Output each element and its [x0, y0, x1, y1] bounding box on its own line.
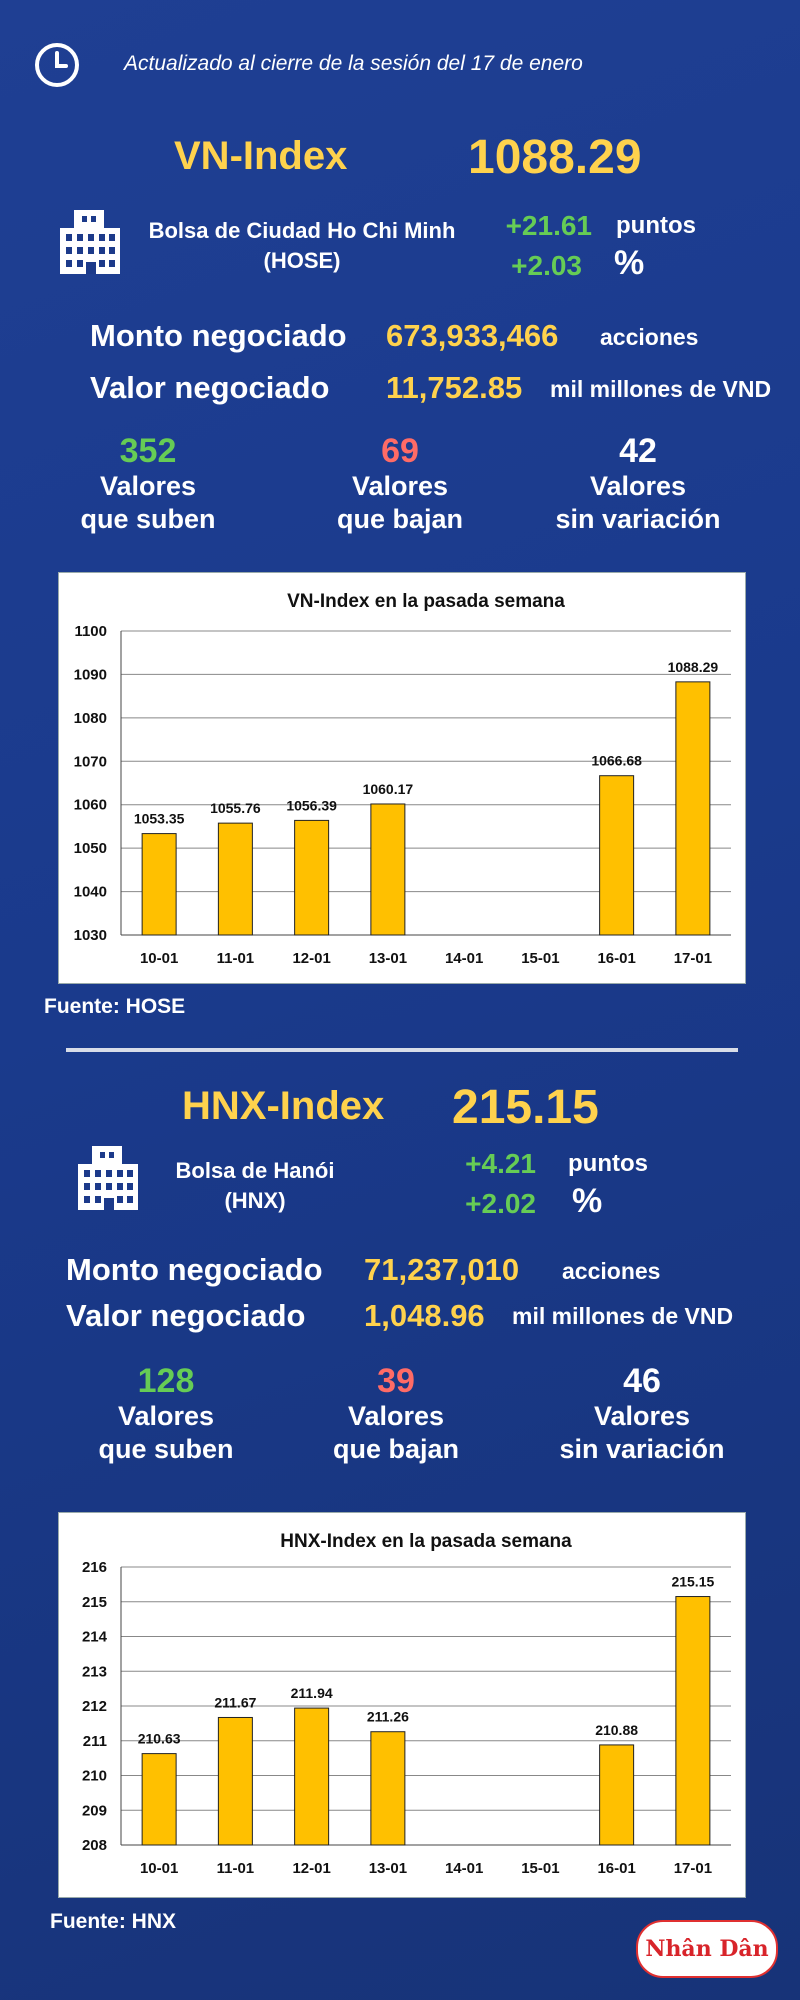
- building-icon: [58, 206, 122, 279]
- bar: [218, 823, 252, 935]
- vn-down-label1: Valores: [351, 471, 449, 501]
- vn-flat-stat: [528, 432, 748, 536]
- hnx-change-points: +4.21: [465, 1148, 536, 1179]
- bar: [295, 1708, 329, 1845]
- hnx-up-count: 128: [137, 1362, 195, 1400]
- bar: [142, 834, 176, 935]
- data-label: 1060.17: [362, 780, 414, 797]
- hnx-flat-label2: sin variación: [559, 1434, 725, 1464]
- x-tick-label: 11-01: [216, 1860, 255, 1877]
- vn-index-value: 1088.29: [468, 131, 642, 184]
- x-tick-label: 17-01: [673, 950, 713, 967]
- y-tick-label: 1070: [73, 753, 107, 771]
- y-tick-label: 1050: [73, 840, 107, 858]
- bar: [600, 1745, 634, 1845]
- vn-valor-unit: mil millones de VND: [550, 376, 772, 402]
- bar: [676, 682, 710, 935]
- vn-up-count: 352: [119, 432, 177, 470]
- chart-title: HNX-Index en la pasada semana: [280, 1531, 572, 1552]
- hnx-exchange-name: Bolsa de Hanói: [175, 1158, 335, 1183]
- hnx-exchange: [150, 1156, 360, 1216]
- y-tick-label: 1030: [73, 927, 107, 944]
- x-tick-label: 13-01: [368, 1860, 408, 1877]
- bar: [600, 776, 634, 935]
- vn-flat-label2: sin variación: [555, 504, 721, 534]
- data-label: 210.88: [595, 1721, 639, 1738]
- vn-exchange-code: (HOSE): [263, 248, 341, 273]
- vn-up-stat: [38, 432, 258, 536]
- bar: [295, 820, 329, 935]
- hnx-flat-label1: Valores: [593, 1401, 691, 1431]
- hnx-index-value: 215.15: [452, 1081, 599, 1134]
- x-tick-label: 15-01: [521, 950, 560, 967]
- hnx-pct-unit: %: [572, 1182, 603, 1220]
- hnx-volume-label: Monto negociado: [66, 1252, 323, 1287]
- vn-up-label1: Valores: [99, 471, 197, 501]
- hnx-volume-unit: acciones: [562, 1258, 661, 1284]
- bar: [676, 1597, 710, 1845]
- hnx-points-unit: puntos: [568, 1150, 648, 1177]
- building-icon: [76, 1142, 140, 1215]
- data-label: 210.63: [137, 1730, 181, 1747]
- hnx-exchange-code: (HNX): [224, 1188, 286, 1213]
- x-tick-label: 10-01: [139, 950, 179, 967]
- bar: [371, 1732, 405, 1845]
- hnx-up-stat: [56, 1362, 276, 1466]
- hnx-up-label1: Valores: [117, 1401, 215, 1431]
- vn-flat-label1: Valores: [589, 471, 687, 501]
- hnx-volume-value: 71,237,010: [364, 1252, 520, 1287]
- vn-source: Fuente: HOSE: [44, 995, 186, 1018]
- clock-icon: [34, 42, 80, 88]
- data-label: 1088.29: [667, 658, 719, 675]
- vn-index-name: VN-Index: [174, 134, 348, 178]
- hnx-down-stat: [286, 1362, 506, 1466]
- y-tick-label: 216: [81, 1559, 107, 1576]
- x-tick-label: 12-01: [292, 1860, 331, 1877]
- data-label: 211.94: [290, 1685, 333, 1702]
- y-tick-label: 1080: [73, 709, 107, 727]
- y-tick-label: 212: [81, 1698, 107, 1715]
- vn-change-pct: +2.03: [511, 250, 582, 281]
- section-divider: [66, 1048, 738, 1052]
- vn-down-count: 69: [381, 432, 419, 470]
- data-label: 211.26: [366, 1708, 409, 1725]
- x-tick-label: 15-01: [521, 1860, 560, 1877]
- x-tick-label: 13-01: [368, 950, 408, 967]
- bar: [218, 1717, 252, 1845]
- vn-volume-unit: acciones: [600, 324, 699, 350]
- vn-down-stat: [290, 432, 510, 536]
- data-label: 215.15: [671, 1573, 715, 1590]
- vn-valor-value: 11,752.85: [386, 370, 523, 405]
- hnx-down-label2: que bajan: [332, 1434, 460, 1464]
- vn-chart-panel: [58, 572, 746, 984]
- vn-pct-unit: %: [614, 244, 645, 282]
- vn-exchange-name: Bolsa de Ciudad Ho Chi Minh: [148, 218, 456, 243]
- vn-flat-count: 42: [619, 432, 657, 470]
- hnx-valor-value: 1,048.96: [364, 1298, 485, 1333]
- update-note: Actualizado al cierre de la sesión del 17 de enero: [124, 52, 583, 75]
- y-tick-label: 1060: [73, 796, 107, 814]
- hnx-down-count: 39: [377, 1362, 415, 1400]
- x-tick-label: 16-01: [597, 1860, 636, 1877]
- y-tick-label: 215: [81, 1593, 107, 1611]
- y-tick-label: 1090: [73, 666, 107, 684]
- data-label: 1066.68: [591, 752, 642, 769]
- hnx-down-label1: Valores: [347, 1401, 445, 1431]
- hnx-valor-label: Valor negociado: [66, 1298, 306, 1333]
- y-tick-label: 1100: [74, 623, 107, 640]
- y-tick-label: 211: [82, 1732, 107, 1750]
- y-tick-label: 213: [81, 1663, 107, 1681]
- data-label: 1055.76: [210, 800, 261, 817]
- x-tick-label: 10-01: [139, 1860, 179, 1877]
- vn-exchange: [132, 216, 472, 276]
- vn-points-unit: puntos: [616, 212, 696, 239]
- x-tick-label: 14-01: [444, 950, 484, 967]
- hnx-valor-unit: mil millones de VND: [512, 1303, 734, 1329]
- y-tick-label: 210: [81, 1767, 107, 1785]
- x-tick-label: 14-01: [444, 1860, 484, 1877]
- vn-up-label2: que suben: [80, 504, 216, 534]
- hnx-flat-count: 46: [623, 1362, 661, 1400]
- y-tick-label: 1040: [73, 883, 107, 901]
- vn-down-label2: que bajan: [336, 504, 464, 534]
- vn-volume-value: 673,933,466: [386, 318, 559, 353]
- y-tick-label: 214: [81, 1628, 107, 1646]
- hnx-chart-panel: [58, 1512, 746, 1898]
- chart-title: VN-Index en la pasada semana: [287, 591, 565, 612]
- vn-index-chart: [59, 573, 745, 983]
- x-tick-label: 17-01: [673, 1860, 713, 1877]
- hnx-flat-stat: [532, 1362, 752, 1466]
- x-tick-label: 12-01: [292, 950, 331, 967]
- hnx-index-chart: [59, 1513, 745, 1897]
- data-label: 1053.35: [133, 810, 185, 827]
- logo-text: Nhân Dân: [645, 1936, 769, 1962]
- y-tick-label: 208: [81, 1837, 107, 1854]
- vn-change-points: +21.61: [505, 210, 592, 241]
- x-tick-label: 11-01: [216, 950, 255, 967]
- vn-valor-label: Valor negociado: [90, 370, 330, 405]
- hnx-up-label2: que suben: [98, 1434, 234, 1464]
- bar: [142, 1754, 176, 1845]
- nhan-dan-logo: [636, 1920, 778, 1978]
- data-label: 1056.39: [286, 797, 337, 814]
- hnx-source: Fuente: HNX: [50, 1910, 176, 1933]
- hnx-change-pct: +2.02: [465, 1188, 536, 1219]
- data-label: 211.67: [214, 1694, 257, 1711]
- x-tick-label: 16-01: [597, 950, 636, 967]
- vn-volume-label: Monto negociado: [90, 318, 347, 353]
- y-tick-label: 209: [81, 1802, 107, 1820]
- hnx-index-name: HNX-Index: [182, 1084, 385, 1128]
- bar: [371, 804, 405, 935]
